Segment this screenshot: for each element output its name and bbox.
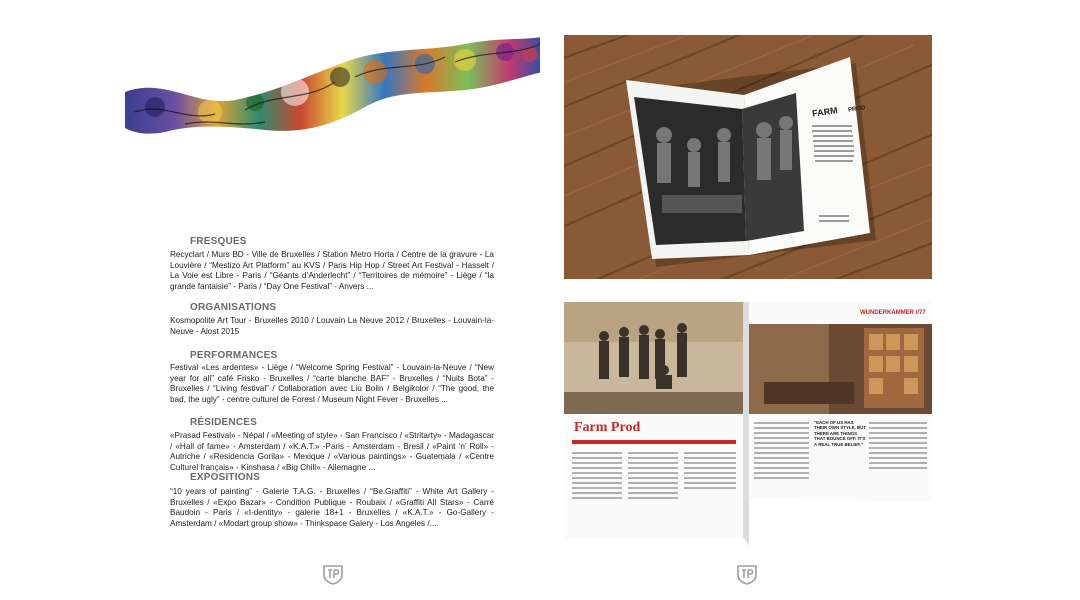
magazine-header: WUNDERKAMMER //77	[860, 310, 926, 316]
magazine-spread-photo	[564, 302, 932, 546]
farm-prod-logo-icon	[736, 563, 758, 585]
pull-quote: "EACH OF US HAS THEIR OWN STYLE, BUT THERE ARE THINGS THAT BOUNCE OFF. IT'S A REAL TRUE BELIEF."	[814, 420, 866, 447]
magazine-logo-text: FARM	[811, 105, 839, 119]
magazine-on-wood-photo	[564, 35, 932, 279]
right-page	[540, 0, 1080, 600]
graffiti-mural-banner	[125, 32, 540, 142]
section-title-expositions: EXPOSITIONS	[190, 472, 260, 483]
section-text-performances: Festival «Les ardentes» - Liège / “Welcome Spring Festival” - Louvain-la-Neuve / “New year for all” café Frisko - Bruxelles / “carte blanche BAF” - Bruxelles / “Nuits Bota” - Bruxelles / “Living festival” / Collaboration avec Liu Bolin / Belgikolor / “The good, the bad, the ugly” - centre culturel de Forest / Museum Night Fever - Bruxelles ...	[170, 363, 494, 404]
farm-prod-logo-icon	[322, 563, 344, 585]
article-title: Farm Prod	[574, 420, 641, 435]
section-text-organisations: Kosmopolite Art Tour - Bruxelles 2010 / Louvain La Neuve 2012 / Bruxelles - Louvain-la-Neuve - Alost 2015	[170, 316, 494, 336]
article-lead-bar	[572, 440, 736, 444]
section-title-organisations: ORGANISATIONS	[190, 302, 277, 313]
section-title-residences: RÉSIDENCES	[190, 417, 258, 428]
wood-table-background	[564, 35, 932, 279]
section-text-expositions: “10 years of painting” - Galerie T.A.G. - Bruxelles / “Be.Graffiti” - White Art Gallery - Bruxelles / «Expo Bazar» - Condition Publique - Roubaix / «Graffiti All Stars» - Carré Baudoin - Paris / «I-dentity» - galerie 18+1 - Bruxelles / «K.A.T.» - Go-Gallery - Amsterdam / «Modart group show» - Thinkspace Galery - Los Angeles /...	[170, 487, 494, 528]
section-text-residences: «Prasad Festival» - Népal / «Meeting of style» - San Francisco / «Stritarty» - Madagascar / «Hall of fame» - Amsterdam / «K.A.T.» -Paris - Amsterdam - Bresil / «Paint ‘n’ Roll» - Autriche / «Residencia Gorila» - Mexique / «Various paintings» - Guatemala / «Centre Culturel français» - Kinshasa / «Big Chill» - Allemagne ...	[170, 431, 494, 472]
section-title-fresques: FRESQUES	[190, 236, 247, 247]
section-title-performances: PERFORMANCES	[190, 350, 278, 361]
section-text-fresques: Recyclart / Murs BD - Ville de Bruxelles / Station Metro Horta / Centre de la gravure - La Louvière / “Mestizo Art Platform” au KVS / Paris Hip Hop / Street Art Festival - Hasselt / La Voie est Libre - Paris / “Géants d’Anderlecht” / “Territoires de mémoire” - Liège / “la grande fantaisie” - Paris / “Day One Festival” - Anvers ...	[170, 250, 494, 291]
magazine-logo-suffix: PROD	[847, 105, 866, 114]
